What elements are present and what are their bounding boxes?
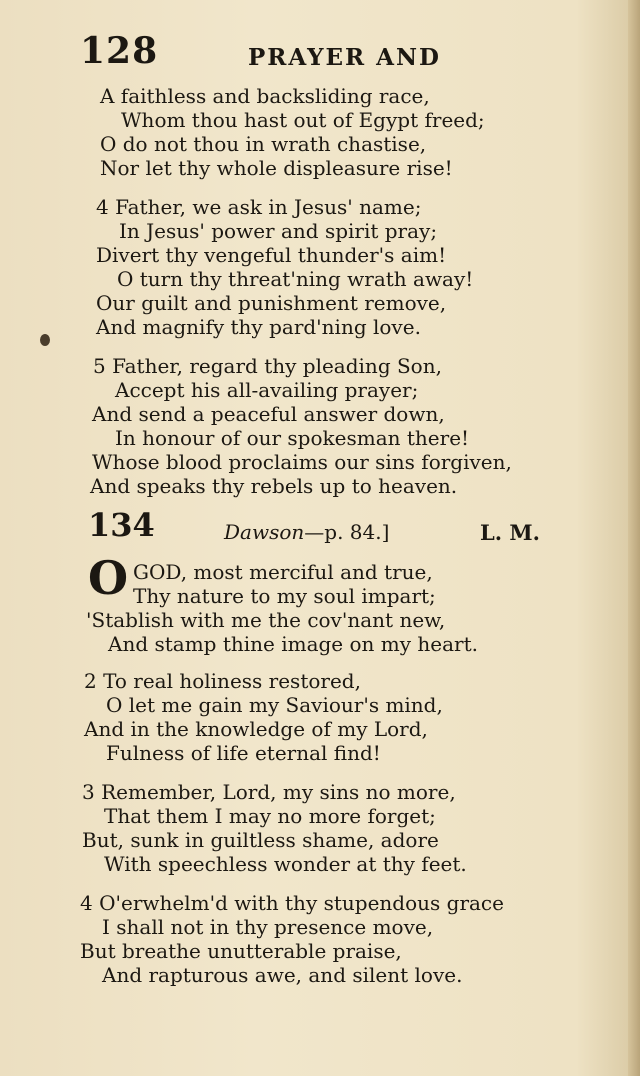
hymn-heading [88,506,548,546]
running-title: PRAYER AND [248,44,441,71]
verse-line: Nor let thy whole displeasure rise! [100,156,453,180]
verse-line: And stamp thine image on my heart. [108,632,478,656]
verse-line: That them I may no more forget; [104,804,436,828]
verse-line: But, sunk in guiltless shame, adore [82,828,439,852]
verse-line: And send a peaceful answer down, [92,402,445,426]
verse-line: With speechless wonder at thy feet. [104,852,467,876]
verse-line: Whose blood proclaims our sins forgiven, [92,450,512,474]
verse-line: Divert thy vengeful thunder's aim! [96,243,447,267]
verse-line: But breathe unutterable praise, [80,939,402,963]
verse-line: Our guilt and punishment remove, [96,291,447,315]
verse-line: In Jesus' power and spirit pray; [119,219,438,243]
tune-name: Dawson [224,520,305,544]
ink-spot [40,334,50,346]
verse-line: 4 O'erwhelm'd with thy stupendous grace [80,891,504,915]
verse-line: I shall not in thy presence move, [102,915,434,939]
verse-line: And in the knowledge of my Lord, [84,717,428,741]
verse-line: O do not thou in wrath chastise, [100,132,427,156]
verse-line: 4 Father, we ask in Jesus' name; [96,195,422,219]
verse-line: And rapturous awe, and silent love. [102,963,463,987]
verse-line: O let me gain my Saviour's mind, [106,693,443,717]
verse-line: 3 Remember, Lord, my sins no more, [82,780,456,804]
page-number: 128 [80,30,159,72]
verse-line: O turn thy threat'ning wrath away! [117,267,474,291]
verse-line: In honour of our spokesman there! [115,426,470,450]
verse-line: And speaks thy rebels up to heaven. [90,474,458,498]
verse-line: 2 To real holiness restored, [84,669,361,693]
verse-line: Fulness of life eternal find! [106,741,381,765]
page-header [80,30,460,74]
tune-page: —p. 84.] [304,520,390,544]
verse-line: Whom thou hast out of Egypt freed; [121,108,485,132]
verse-line: And magnify thy pard'ning love. [96,315,421,339]
hymn-number: 134 [88,506,155,544]
hymn-meter: L. M. [480,520,540,545]
verse-line: A faithless and backsliding race, [100,84,430,108]
verse-line: 5 Father, regard thy pleading Son, [93,354,442,378]
verse-line: 'Stablish with me the cov'nant new, [86,608,446,632]
drop-cap: O [88,551,129,605]
verse-line: Thy nature to my soul impart; [133,584,436,608]
page-edge [628,0,640,1076]
tune-reference [224,520,389,544]
verse-line: Accept his all-availing prayer; [115,378,419,402]
verse-line: GOD, most merciful and true, [133,560,433,584]
